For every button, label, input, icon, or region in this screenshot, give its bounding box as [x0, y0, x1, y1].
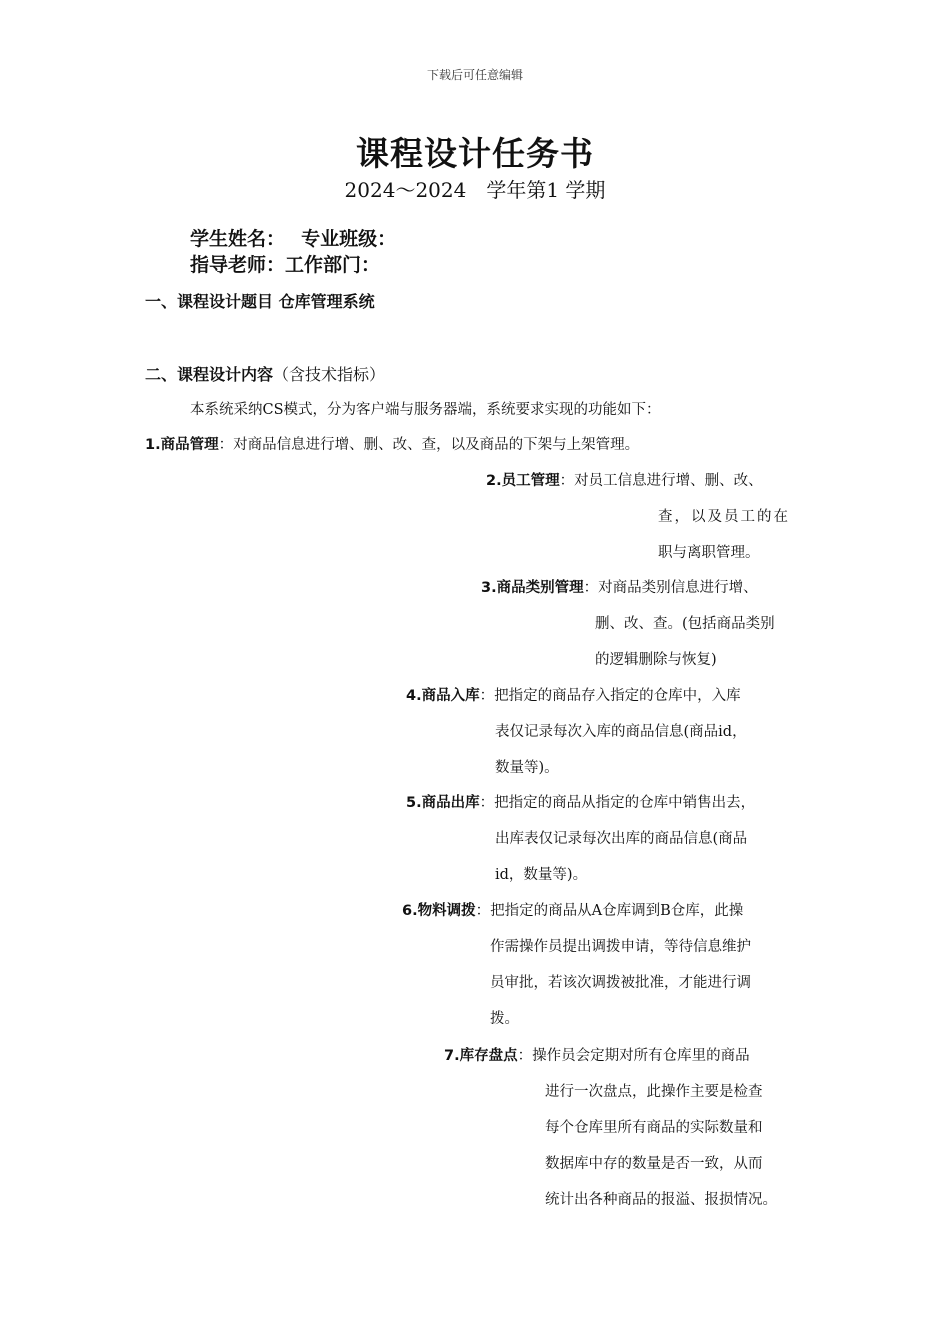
section-1-heading	[145, 289, 375, 312]
item-6-line-1: ：把指定的商品从A仓库调到B仓库，此操	[475, 903, 744, 919]
list-item-7	[444, 1038, 777, 1218]
item-3-line-2: 删、改、查。(包括商品类别	[595, 616, 775, 632]
item-4-line-2: 表仅记录每次入库的商品信息(商品id，	[495, 724, 747, 740]
item-7-line-2: 进行一次盘点，此操作主要是检查	[545, 1084, 763, 1100]
item-4-label: 4.商品入库	[406, 688, 480, 704]
item-6-line-4: 拨。	[490, 1011, 519, 1027]
item-3-line-3: 的逻辑删除与恢复)	[595, 652, 717, 668]
item-7-line-4: 数据库中存的数量是否一致，从而	[545, 1156, 763, 1172]
item-4-line-3: 数量等)。	[495, 760, 559, 776]
item-5-label: 5.商品出库	[406, 795, 480, 811]
section-2-label: 二、课程设计内容	[145, 365, 274, 384]
item-5-line-1: ：把指定的商品从指定的仓库中销售出去，	[479, 795, 756, 811]
item-6-label: 6.物料调拨	[402, 903, 476, 919]
list-item-1	[145, 427, 639, 463]
item-7-line-1: ：操作员会定期对所有仓库里的商品	[517, 1048, 750, 1064]
document-title: 课程设计任务书	[356, 134, 594, 173]
intro-paragraph: 本系统采纳CS模式，分为客户端与服务器端，系统要求实现的功能如下：	[190, 402, 661, 418]
section-2-note: （含技术指标）	[273, 365, 386, 384]
item-1-label: 1.商品管理	[145, 437, 219, 453]
list-item-4	[406, 678, 747, 786]
list-item-6	[402, 893, 751, 1037]
item-7-line-5: 统计出各种商品的报溢、报损情况。	[545, 1192, 777, 1208]
item-5-line-2: 出库表仅记录每次出库的商品信息(商品	[495, 831, 748, 847]
teacher-info-row: 指导老师：工作部门：	[190, 254, 381, 276]
item-1-line-1: ：对商品信息进行增、删、改、查，以及商品的下架与上架管理。	[218, 437, 640, 453]
item-2-line-3: 职与离职管理。	[658, 545, 760, 561]
section-1-label: 一、课程设计题目	[145, 292, 274, 311]
list-item-3	[481, 570, 775, 678]
item-7-line-3: 每个仓库里所有商品的实际数量和	[545, 1120, 763, 1136]
item-6-line-3: 员审批，若该次调拨被批准，才能进行调	[490, 975, 751, 991]
academic-term: 2024～2024 学年第1 学期	[344, 178, 606, 202]
list-item-5	[406, 785, 755, 893]
item-7-label: 7.库存盘点	[444, 1048, 518, 1064]
header-note: 下载后可任意编辑	[426, 68, 523, 82]
item-2-label: 2.员工管理	[486, 473, 560, 489]
item-2-line-2: 查，以及员工的在	[658, 509, 790, 525]
section-1-topic: 仓库管理系统	[278, 292, 375, 311]
section-2-heading	[145, 362, 385, 385]
item-3-line-1: ：对商品类别信息进行增、	[583, 580, 758, 596]
item-2-line-1: ：对员工信息进行增、删、改、	[559, 473, 763, 489]
item-3-label: 3.商品类别管理	[481, 580, 584, 596]
student-info-row: 学生姓名： 专业班级：	[190, 228, 397, 250]
list-item-2	[486, 463, 790, 571]
item-6-line-2: 作需操作员提出调拨申请，等待信息维护	[490, 939, 751, 955]
item-4-line-1: ：把指定的商品存入指定的仓库中，入库	[479, 688, 741, 704]
item-5-line-3: id，数量等)。	[495, 867, 588, 883]
